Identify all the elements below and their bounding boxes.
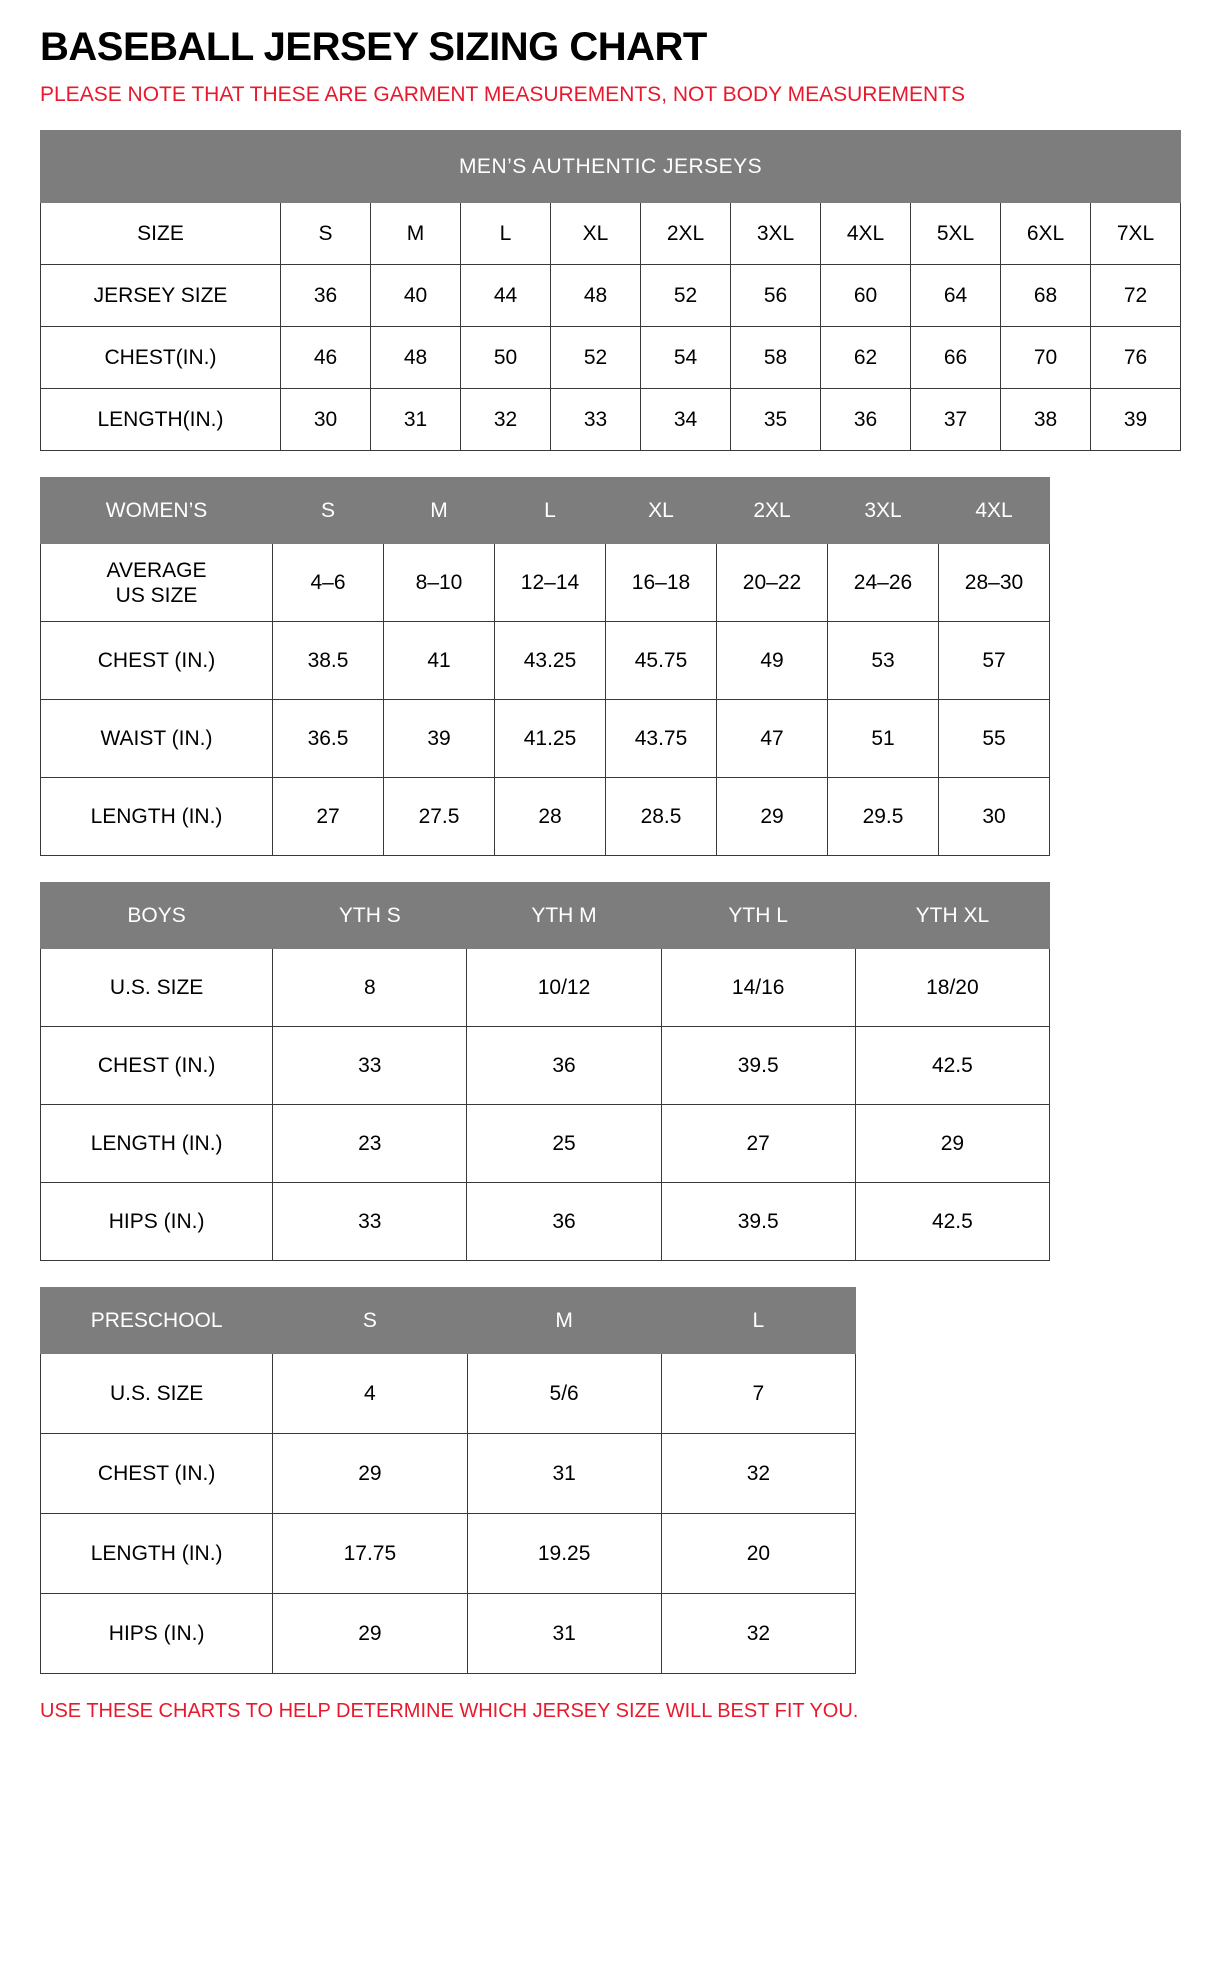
cell: 28 [495,778,606,856]
boys-size-yth-s: YTH S [273,883,467,949]
cell: 27 [273,778,384,856]
table-row [41,1434,856,1514]
cell: 76 [1091,327,1181,389]
mens-banner-row [41,131,1181,203]
cell: 57 [939,622,1050,700]
boys-sizing-table [40,882,1050,1261]
cell: 41 [384,622,495,700]
cell: 52 [551,327,641,389]
row-label: CHEST (IN.) [41,1027,273,1105]
cell: 64 [911,265,1001,327]
cell: 33 [273,1183,467,1261]
cell: 55 [939,700,1050,778]
mens-size-6xl: 6XL [1001,203,1091,265]
row-label-line2: US SIZE [115,583,198,607]
table-row [41,1105,1050,1183]
cell: 7 [661,1354,855,1434]
cell: 39.5 [661,1027,855,1105]
row-label: HIPS (IN.) [41,1183,273,1261]
womens-size-xl: XL [606,478,717,544]
cell: 23 [273,1105,467,1183]
table-row [41,1514,856,1594]
cell: 43.75 [606,700,717,778]
cell: 68 [1001,265,1091,327]
cell: 38 [1001,389,1091,451]
row-label: U.S. SIZE [41,1354,273,1434]
row-label: LENGTH (IN.) [41,778,273,856]
cell: 20–22 [717,544,828,622]
cell: 47 [717,700,828,778]
cell: 29 [855,1105,1049,1183]
preschool-header-row [41,1288,856,1354]
cell: 31 [467,1594,661,1674]
cell: 31 [467,1434,661,1514]
cell: 12–14 [495,544,606,622]
row-label: WAIST (IN.) [41,700,273,778]
boys-size-yth-l: YTH L [661,883,855,949]
womens-size-4xl: 4XL [939,478,1050,544]
cell: 10/12 [467,949,661,1027]
cell: 40 [371,265,461,327]
row-label [41,544,273,622]
cell: 41.25 [495,700,606,778]
mens-size-header-row [41,203,1181,265]
cell: 49 [717,622,828,700]
cell: 17.75 [273,1514,467,1594]
cell: 30 [281,389,371,451]
cell: 33 [551,389,641,451]
cell: 4–6 [273,544,384,622]
cell: 25 [467,1105,661,1183]
table-row [41,1594,856,1674]
cell: 70 [1001,327,1091,389]
cell: 72 [1091,265,1181,327]
cell: 34 [641,389,731,451]
table-row [41,327,1181,389]
cell: 42.5 [855,1027,1049,1105]
cell: 53 [828,622,939,700]
mens-size-l: L [461,203,551,265]
cell: 4 [273,1354,467,1434]
cell: 31 [371,389,461,451]
boys-size-yth-m: YTH M [467,883,661,949]
cell: 46 [281,327,371,389]
cell: 58 [731,327,821,389]
womens-size-m: M [384,478,495,544]
boys-header-row [41,883,1050,949]
cell: 28–30 [939,544,1050,622]
cell: 54 [641,327,731,389]
preschool-sizing-table [40,1287,856,1674]
table-row [41,1183,1050,1261]
table-row [41,700,1050,778]
cell: 16–18 [606,544,717,622]
cell: 29 [717,778,828,856]
cell: 39.5 [661,1183,855,1261]
row-label: CHEST(IN.) [41,327,281,389]
cell: 39 [384,700,495,778]
cell: 48 [551,265,641,327]
cell: 37 [911,389,1001,451]
womens-header-label: WOMEN’S [41,478,273,544]
cell: 66 [911,327,1001,389]
row-label: CHEST (IN.) [41,1434,273,1514]
cell: 56 [731,265,821,327]
preschool-header-label: PRESCHOOL [41,1288,273,1354]
cell: 20 [661,1514,855,1594]
row-label: LENGTH (IN.) [41,1514,273,1594]
mens-size-5xl: 5XL [911,203,1001,265]
womens-size-3xl: 3XL [828,478,939,544]
cell: 36 [467,1183,661,1261]
mens-size-xl: XL [551,203,641,265]
cell: 8 [273,949,467,1027]
cell: 28.5 [606,778,717,856]
cell: 29 [273,1594,467,1674]
row-label: JERSEY SIZE [41,265,281,327]
table-row [41,622,1050,700]
table-row [41,265,1181,327]
mens-banner-title: MEN’S AUTHENTIC JERSEYS [41,131,1181,203]
womens-sizing-table [40,477,1050,856]
cell: 36 [281,265,371,327]
cell: 39 [1091,389,1181,451]
cell: 42.5 [855,1183,1049,1261]
cell: 45.75 [606,622,717,700]
row-label: LENGTH (IN.) [41,1105,273,1183]
preschool-size-m: M [467,1288,661,1354]
mens-sizing-table [40,130,1181,451]
cell: 36.5 [273,700,384,778]
cell: 36 [821,389,911,451]
cell: 14/16 [661,949,855,1027]
row-label: HIPS (IN.) [41,1594,273,1674]
cell: 62 [821,327,911,389]
cell: 29.5 [828,778,939,856]
boys-header-label: BOYS [41,883,273,949]
mens-size-3xl: 3XL [731,203,821,265]
footer-note: USE THESE CHARTS TO HELP DETERMINE WHICH JERSEY SIZE WILL BEST FIT YOU. [40,1700,859,1723]
row-label-line1: AVERAGE [106,558,207,582]
cell: 32 [461,389,551,451]
womens-size-2xl: 2XL [717,478,828,544]
cell: 19.25 [467,1514,661,1594]
cell: 60 [821,265,911,327]
cell: 36 [467,1027,661,1105]
table-row [41,389,1181,451]
cell: 50 [461,327,551,389]
row-label: LENGTH(IN.) [41,389,281,451]
cell: 27.5 [384,778,495,856]
womens-header-row [41,478,1050,544]
cell: 32 [661,1594,855,1674]
table-row [41,544,1050,622]
table-row [41,1027,1050,1105]
preschool-size-s: S [273,1288,467,1354]
boys-size-yth-xl: YTH XL [855,883,1049,949]
cell: 27 [661,1105,855,1183]
mens-size-s: S [281,203,371,265]
cell: 8–10 [384,544,495,622]
cell: 52 [641,265,731,327]
cell: 43.25 [495,622,606,700]
mens-size-2xl: 2XL [641,203,731,265]
mens-size-m: M [371,203,461,265]
cell: 32 [661,1434,855,1514]
measurement-note: PLEASE NOTE THAT THESE ARE GARMENT MEASUREMENTS, NOT BODY MEASUREMENTS [40,83,965,106]
table-row [41,778,1050,856]
row-label: U.S. SIZE [41,949,273,1027]
mens-size-4xl: 4XL [821,203,911,265]
cell: 24–26 [828,544,939,622]
womens-size-l: L [495,478,606,544]
table-row [41,949,1050,1027]
cell: 33 [273,1027,467,1105]
mens-size-label: SIZE [41,203,281,265]
preschool-size-l: L [661,1288,855,1354]
mens-size-7xl: 7XL [1091,203,1181,265]
cell: 48 [371,327,461,389]
cell: 44 [461,265,551,327]
cell: 29 [273,1434,467,1514]
cell: 51 [828,700,939,778]
page-title: BASEBALL JERSEY SIZING CHART [40,25,707,69]
cell: 35 [731,389,821,451]
table-row [41,1354,856,1434]
cell: 38.5 [273,622,384,700]
cell: 30 [939,778,1050,856]
row-label: CHEST (IN.) [41,622,273,700]
cell: 18/20 [855,949,1049,1027]
womens-size-s: S [273,478,384,544]
cell: 5/6 [467,1354,661,1434]
